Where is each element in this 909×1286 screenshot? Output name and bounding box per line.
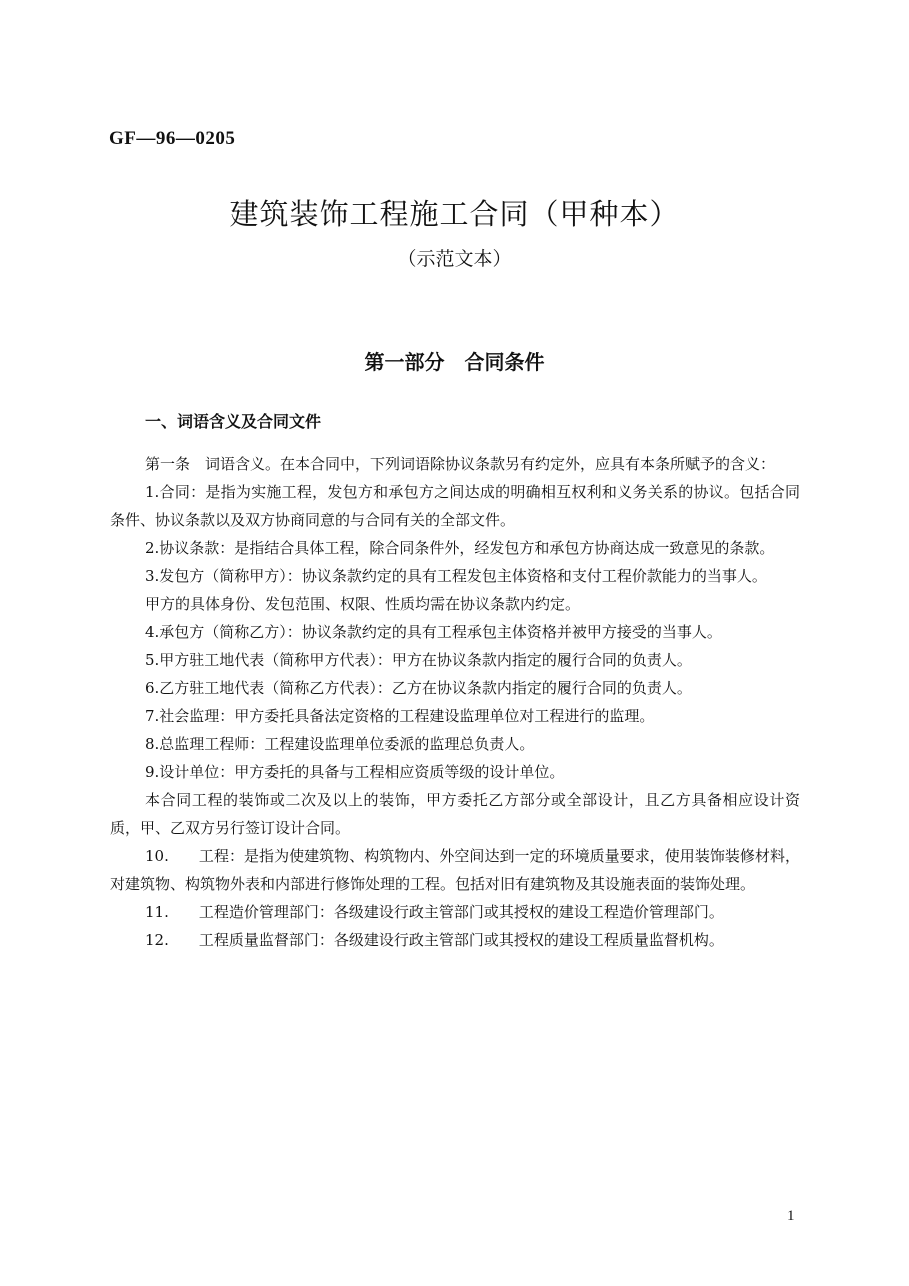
document-code: GF—96—0205 bbox=[109, 128, 236, 149]
paragraph: 9.设计单位：甲方委托的具备与工程相应资质等级的设计单位。 bbox=[145, 763, 565, 781]
paragraph: 11. 工程造价管理部门：各级建设行政主管部门或其授权的建设工程造价管理部门。 bbox=[145, 903, 724, 921]
paragraph: 6.乙方驻工地代表（简称乙方代表）：乙方在协议条款内指定的履行合同的负责人。 bbox=[145, 679, 692, 697]
paragraph: 4.承包方（简称乙方）：协议条款约定的具有工程承包主体资格并被甲方接受的当事人。 bbox=[145, 623, 722, 641]
paragraph: 甲方的具体身份、发包范围、权限、性质均需在协议条款内约定。 bbox=[145, 595, 581, 613]
paragraph: 1.合同：是指为实施工程，发包方和承包方之间达成的明确相互权利和义务关系的协议。包括合同条件、协议条款以及双方协商同意的与合同有关的全部文件。 bbox=[110, 483, 800, 529]
paragraph: 3.发包方（简称甲方）：协议条款约定的具有工程发包主体资格和支付工程价款能力的当事人。 bbox=[145, 567, 767, 585]
document-body bbox=[110, 450, 800, 954]
paragraph: 本合同工程的装饰或二次及以上的装饰，甲方委托乙方部分或全部设计，且乙方具备相应设计资质，甲、乙双方另行签订设计合同。 bbox=[110, 791, 800, 837]
paragraph: 2.协议条款：是指结合具体工程，除合同条件外，经发包方和承包方协商达成一致意见的条款。 bbox=[145, 539, 775, 557]
paragraph: 第一条 词语含义。在本合同中，下列词语除协议条款另有约定外，应具有本条所赋予的含义： bbox=[145, 455, 776, 473]
section-heading: 一、词语含义及合同文件 bbox=[145, 412, 322, 431]
paragraph: 7.社会监理：甲方委托具备法定资格的工程建设监理单位对工程进行的监理。 bbox=[145, 707, 655, 725]
paragraph: 8.总监理工程师：工程建设监理单位委派的监理总负责人。 bbox=[145, 735, 535, 753]
paragraph: 10. 工程：是指为使建筑物、构筑物内、外空间达到一定的环境质量要求，使用装饰装修材料，对建筑物、构筑物外表和内部进行修饰处理的工程。包括对旧有建筑物及其设施表面的装饰处理。 bbox=[110, 847, 800, 893]
document-title: 建筑装饰工程施工合同（甲种本） bbox=[229, 197, 680, 231]
document-subtitle: （示范文本） bbox=[397, 248, 512, 270]
paragraph: 12. 工程质量监督部门：各级建设行政主管部门或其授权的建设工程质量监督机构。 bbox=[145, 931, 724, 949]
paragraph: 5.甲方驻工地代表（简称甲方代表）：甲方在协议条款内指定的履行合同的负责人。 bbox=[145, 651, 692, 669]
part-heading: 第一部分 合同条件 bbox=[364, 350, 545, 374]
page-number: 1 bbox=[787, 1208, 795, 1224]
